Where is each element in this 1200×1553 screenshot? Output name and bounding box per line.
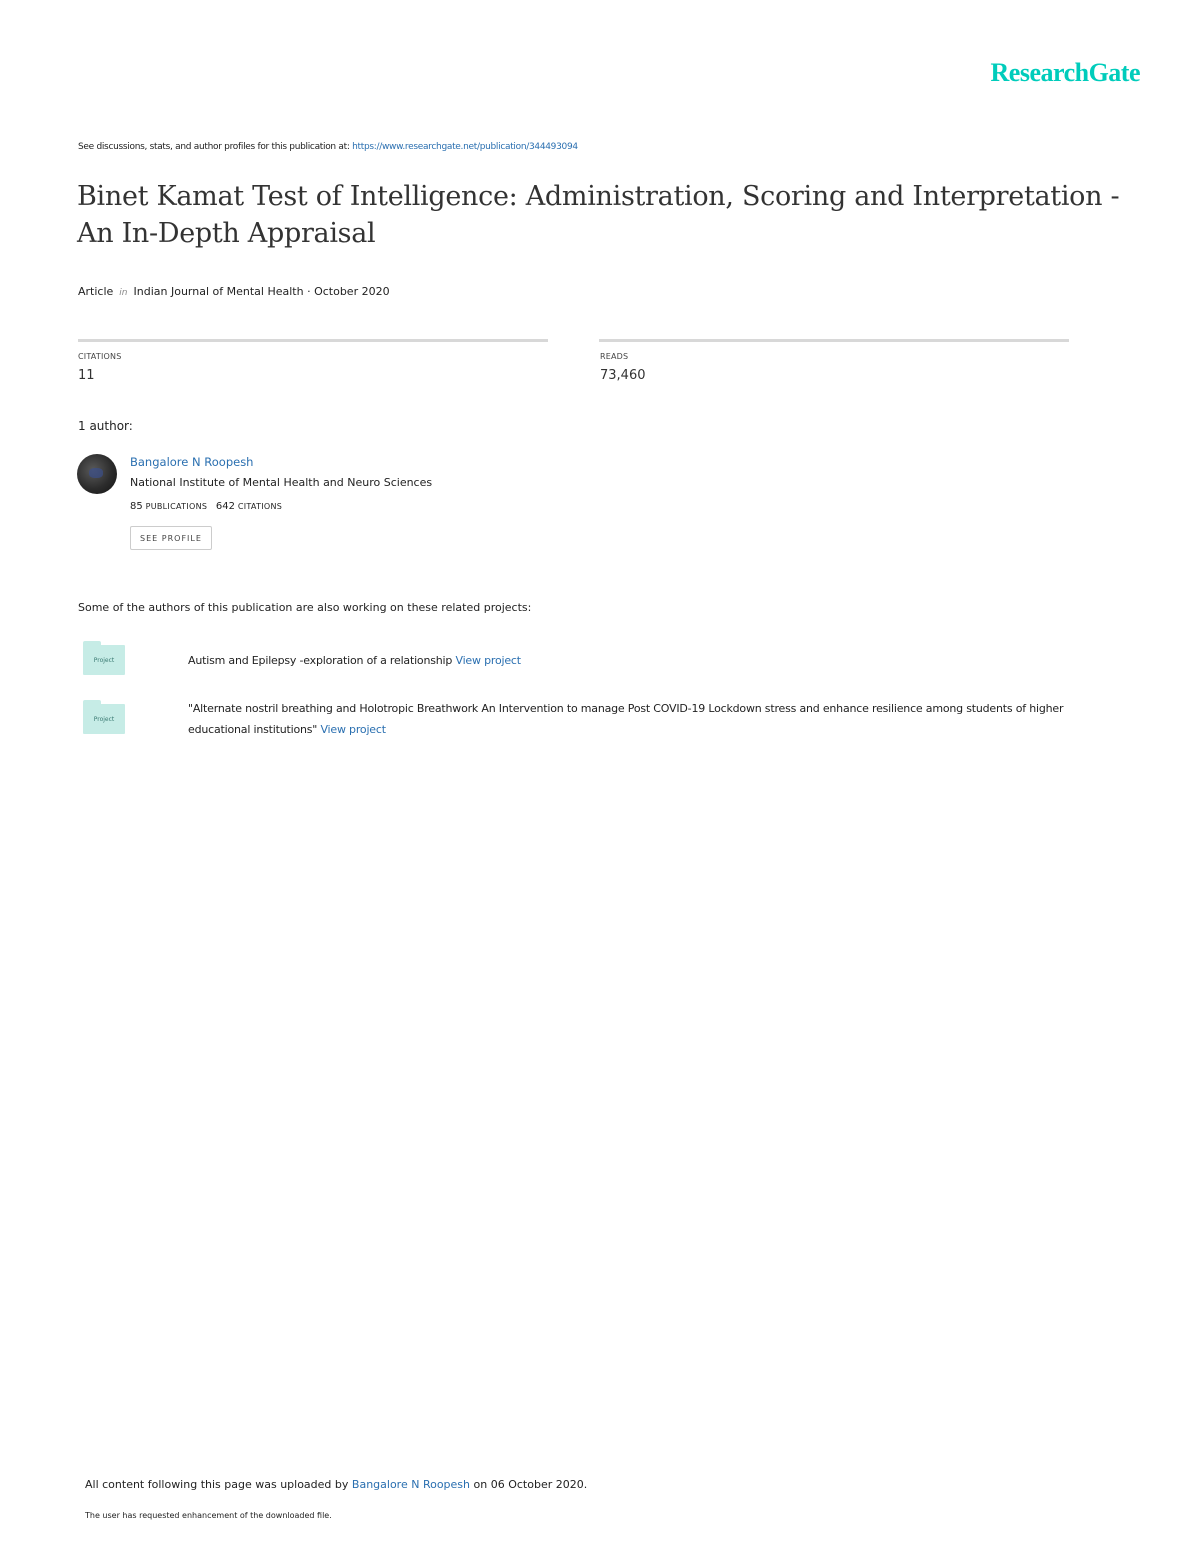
citations-label: CITATIONS <box>78 352 122 361</box>
reads-divider <box>599 339 1069 342</box>
citations-count: 11 <box>78 368 95 383</box>
see-profile-button[interactable]: SEE PROFILE <box>130 526 212 550</box>
project-item <box>188 650 1088 671</box>
author-citations-count: 642 <box>215 501 235 512</box>
page-title <box>77 178 1127 252</box>
author-avatar[interactable] <box>77 454 117 494</box>
authors-count: 1 author: <box>78 419 133 433</box>
author-publications-count: 85 <box>130 501 143 512</box>
article-type: Article <box>78 285 114 298</box>
upload-suffix: on 06 October 2020. <box>473 1478 588 1491</box>
view-project-link[interactable]: View project <box>320 723 386 736</box>
upload-notice <box>85 1478 587 1491</box>
project-icon-label: Project <box>83 704 125 734</box>
researchgate-logo[interactable]: ResearchGate <box>990 58 1140 87</box>
project-icon-label: Project <box>83 645 125 675</box>
citations-divider <box>78 339 548 342</box>
author-institution: National Institute of Mental Health and Neuro Sciences <box>130 476 433 489</box>
author-stats <box>130 501 282 512</box>
upload-prefix: All content following this page was uploaded by <box>85 1478 349 1491</box>
author-citations-label: CITATIONS <box>237 502 283 511</box>
meta-separator: in <box>119 288 128 298</box>
project-folder-icon <box>83 641 125 675</box>
enhancement-note: The user has requested enhancement of the downloaded file. <box>85 1511 332 1520</box>
publication-url-link[interactable]: https://www.researchgate.net/publication/344493094 <box>352 142 578 152</box>
project-folder-icon <box>83 700 125 734</box>
project-item <box>188 698 1088 740</box>
project-title: "Alternate nostril breathing and Holotropic Breathwork An Intervention to manage Post COVID-19 Lockdown stress and enhance resilience among students of higher educational institutions" <box>188 702 1064 736</box>
publication-source-line <box>78 142 578 152</box>
article-meta <box>78 285 390 298</box>
reads-label: READS <box>600 352 629 361</box>
projects-intro: Some of the authors of this publication are also working on these related projects: <box>78 601 532 614</box>
view-project-link[interactable]: View project <box>455 654 521 667</box>
title-line-1: Binet Kamat Test of Intelligence: Administration, Scoring and Interpretation - <box>77 181 1120 212</box>
reads-count: 73,460 <box>600 368 646 383</box>
project-title: Autism and Epilepsy -exploration of a relationship <box>188 654 453 667</box>
source-prefix: See discussions, stats, and author profiles for this publication at: <box>78 142 350 152</box>
uploader-link[interactable]: Bangalore N Roopesh <box>351 1478 471 1491</box>
journal-info: Indian Journal of Mental Health · October 2020 <box>133 285 390 298</box>
title-line-2: An In-Depth Appraisal <box>77 218 376 249</box>
author-publications-label: PUBLICATIONS <box>145 502 208 511</box>
author-name-link[interactable]: Bangalore N Roopesh <box>130 455 254 469</box>
